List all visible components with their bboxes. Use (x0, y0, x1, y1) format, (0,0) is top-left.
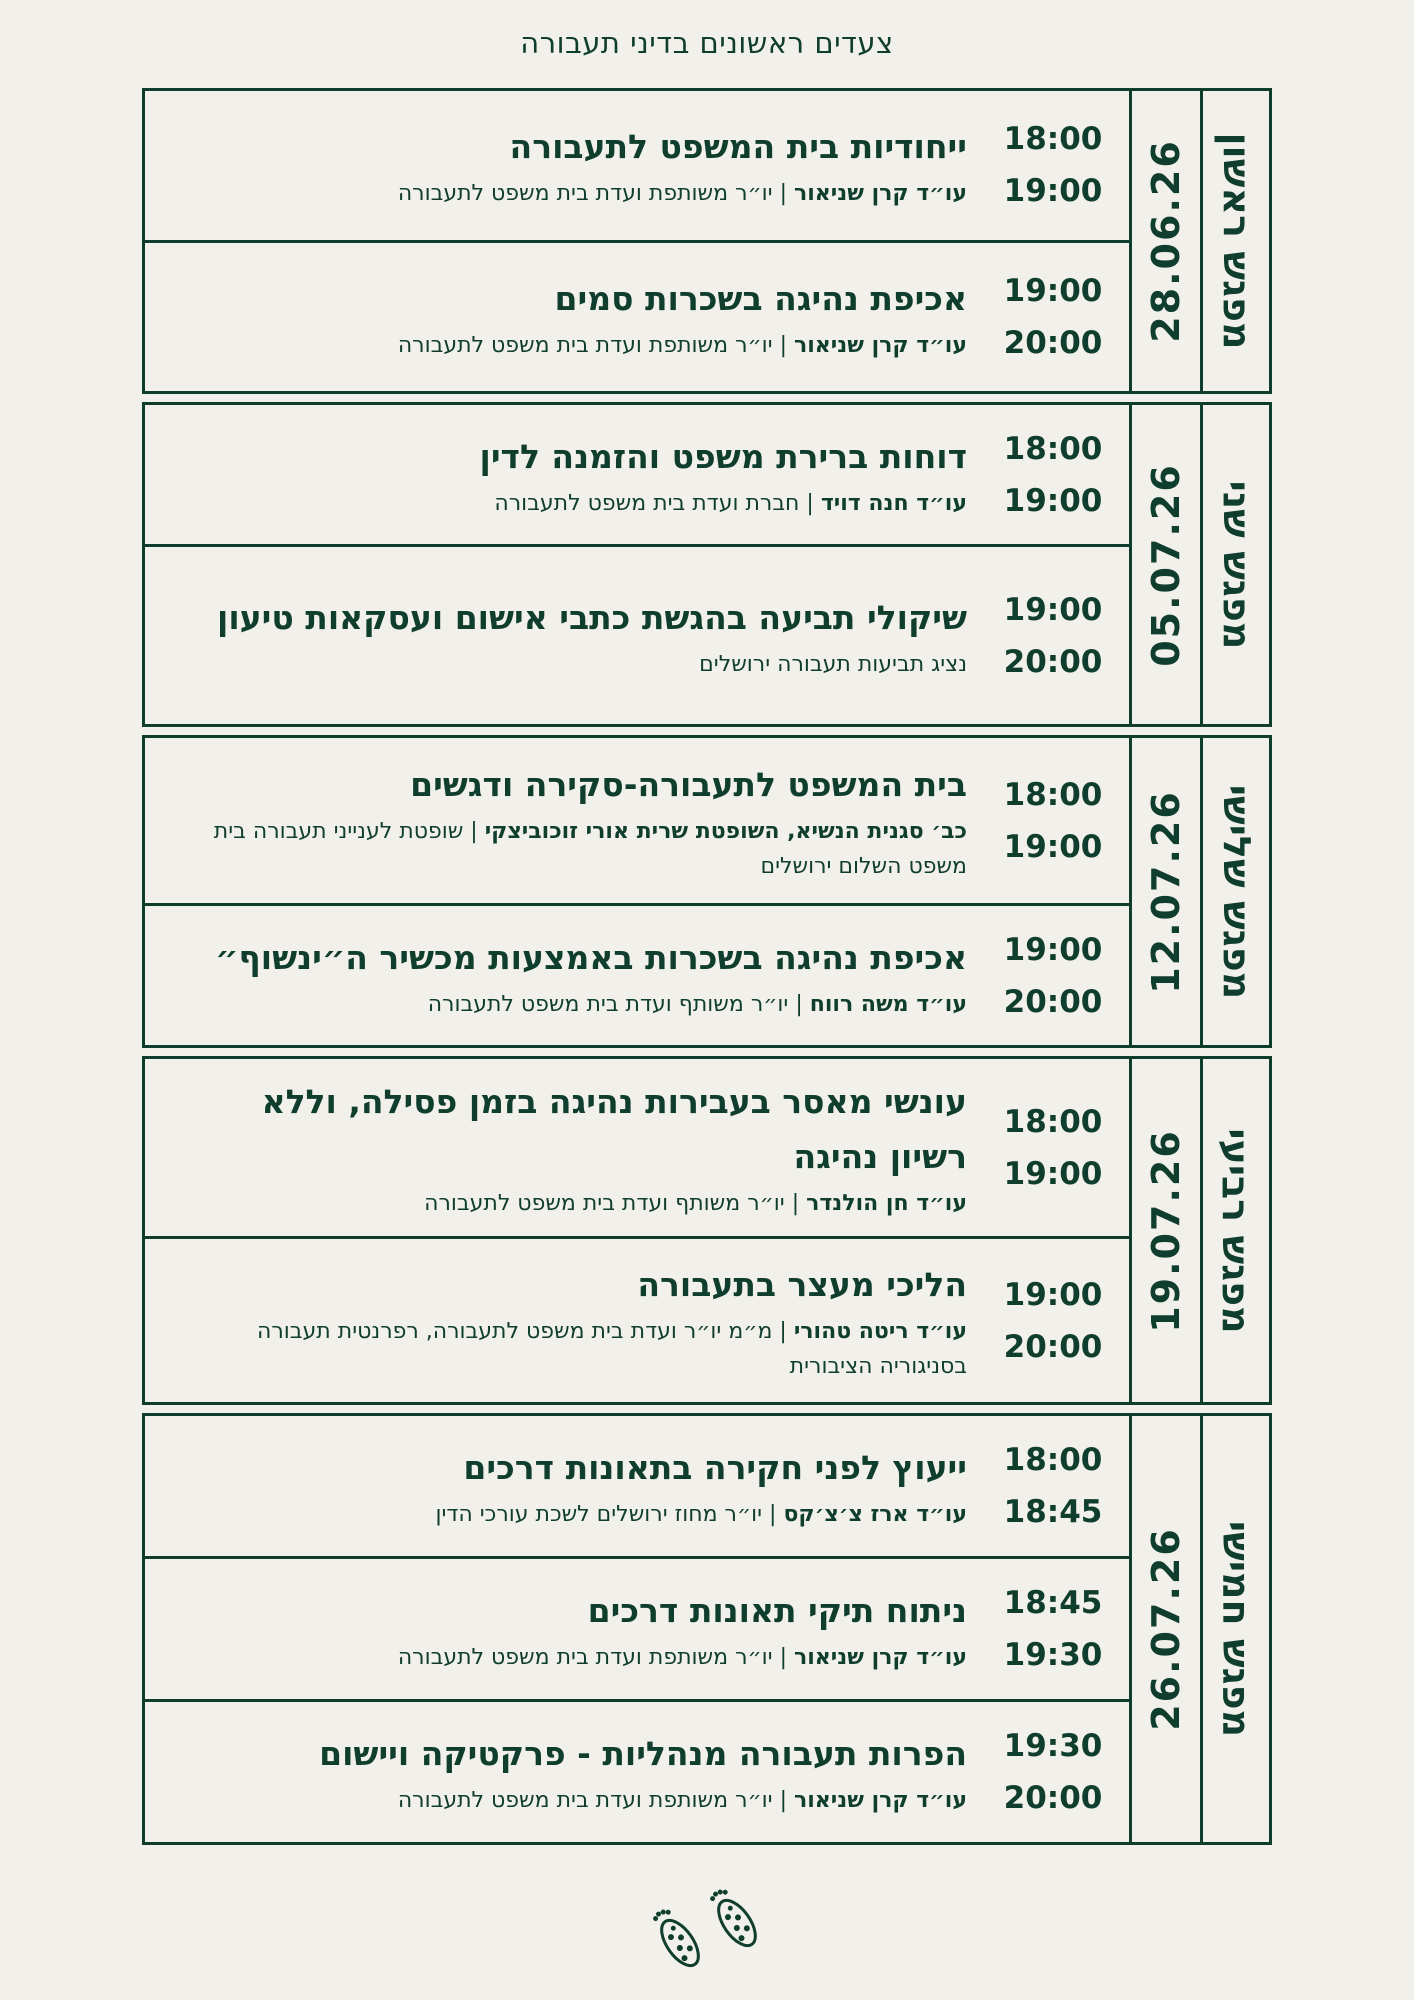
start-time: 18:00 (1003, 430, 1103, 467)
start-time: 18:00 (1003, 1442, 1103, 1478)
session-date: 05.07.26 (1144, 462, 1189, 667)
end-time: 19:00 (1003, 482, 1103, 519)
talk-content (145, 1074, 987, 1221)
talk-times (987, 1434, 1129, 1538)
talk-meta (175, 647, 967, 682)
start-time: 19:00 (1003, 272, 1103, 309)
talk-times (987, 1720, 1129, 1824)
session-date-column (1129, 738, 1203, 1045)
talk-meta (175, 176, 967, 211)
speaker-name: עו״ד ארז צ׳צ׳קס (783, 1502, 967, 1527)
session-label-column (1203, 405, 1269, 724)
speaker-name: עו״ד חנה דויד (820, 490, 967, 516)
start-time: 18:00 (1003, 121, 1103, 158)
talk-meta (175, 486, 967, 521)
speaker-role: נציג תביעות תעבורה ירושלים (699, 651, 967, 677)
talk-times (987, 769, 1129, 873)
talk-meta (175, 987, 967, 1022)
talk-times (987, 265, 1129, 369)
talk-row (145, 547, 1129, 724)
talk-meta (175, 1640, 967, 1675)
talk-title: אכיפת נהיגה בשכרות סמים (554, 278, 967, 318)
session-4 (142, 1056, 1272, 1405)
session-date: 26.07.26 (1144, 1527, 1189, 1731)
session-label-column (1203, 1416, 1269, 1842)
session-label-column (1203, 1059, 1269, 1402)
talk-title: ייחודיות בית המשפט לתעבורה (509, 127, 967, 167)
talk-times (987, 113, 1129, 217)
talk-content (145, 590, 987, 682)
start-time: 18:00 (1003, 776, 1103, 813)
end-time: 20:00 (1003, 324, 1103, 361)
talk-row (145, 906, 1129, 1045)
speaker-role: | יו״ר משותף ועדת בית משפט לתעבורה (427, 991, 810, 1017)
speaker-role: | מ״מ יו״ר ועדת בית משפט לתעבורה, רפרנטית תעבורה בסניגוריה הציבורית (257, 1319, 967, 1379)
talk-times (987, 1269, 1129, 1373)
speaker-name: עו״ד ריטה טהורי (793, 1319, 967, 1344)
session-talks (145, 1416, 1129, 1842)
talk-times (987, 924, 1129, 1028)
speaker-role: | יו״ר מחוז ירושלים לשכת עורכי הדין (435, 1502, 784, 1527)
session-date: 19.07.26 (1144, 1128, 1189, 1333)
session-label: מפגש חמישי (1214, 1520, 1258, 1738)
talk-row (145, 243, 1129, 392)
session-date-column (1129, 91, 1203, 391)
talk-row (145, 1239, 1129, 1402)
talk-row (145, 1559, 1129, 1702)
talk-title: שיקולי תביעה בהגשת כתבי אישום ועסקאות טיעון (217, 597, 967, 637)
session-date-column (1129, 405, 1203, 724)
speaker-role: | יו״ר משותפת ועדת בית משפט לתעבורה (397, 1788, 794, 1813)
talk-title: הפרות תעבורה מנהליות - פרקטיקה ויישום (319, 1734, 967, 1773)
speaker-name: כב׳ סגנית הנשיא, השופטת שרית אורי זוכוביצקי (484, 819, 967, 844)
talk-content (145, 757, 987, 884)
session-label: מפגש שני (1214, 480, 1258, 649)
talk-title: הליכי מעצר בתעבורה (637, 1265, 967, 1304)
session-label-column (1203, 91, 1269, 391)
speaker-name: עו״ד קרן שניאור (793, 1645, 967, 1670)
talk-row (145, 1702, 1129, 1842)
end-time: 20:00 (1003, 1328, 1103, 1365)
start-time: 19:30 (1003, 1728, 1103, 1764)
talk-title: ייעוץ לפני חקירה בתאונות דרכים (463, 1448, 967, 1487)
talk-meta (175, 328, 967, 363)
talk-meta (175, 1314, 967, 1384)
end-time: 19:30 (1003, 1637, 1103, 1673)
talk-content (145, 930, 987, 1022)
session-2 (142, 402, 1272, 727)
speaker-role: | חברת ועדת בית משפט לתעבורה (494, 490, 821, 516)
session-label: מפגש שלישי (1214, 784, 1259, 999)
start-time: 19:00 (1003, 591, 1103, 628)
talk-content (145, 271, 987, 363)
talk-title: דוחות ברירת משפט והזמנה לדין (479, 436, 967, 476)
end-time: 20:00 (1003, 643, 1103, 680)
speaker-name: עו״ד משה רווח (809, 991, 967, 1017)
footprints-logo-icon (640, 1868, 780, 1978)
end-time: 19:00 (1003, 828, 1103, 865)
talk-times (987, 1577, 1129, 1681)
page-title: צעדים ראשונים בדיני תעבורה (520, 26, 894, 60)
talk-row (145, 1059, 1129, 1239)
talk-times (987, 423, 1129, 527)
session-talks (145, 738, 1129, 1045)
talk-title: ניתוח תיקי תאונות דרכים (587, 1591, 967, 1630)
speaker-name: עו״ד קרן שניאור (793, 332, 967, 358)
speaker-role: | יו״ר משותפת ועדת בית משפט לתעבורה (397, 1645, 794, 1670)
talk-content (145, 1583, 987, 1675)
talk-title: אכיפת נהיגה בשכרות באמצעות מכשיר ה״ינשוף״ (215, 937, 967, 977)
session-date: 12.07.26 (1144, 789, 1189, 994)
talk-times (987, 1096, 1129, 1200)
session-1 (142, 88, 1272, 394)
start-time: 18:45 (1003, 1585, 1103, 1621)
session-date: 28.06.26 (1144, 139, 1189, 343)
speaker-role: | יו״ר משותף ועדת בית משפט לתעבורה (424, 1191, 807, 1216)
end-time: 20:00 (1003, 983, 1103, 1020)
session-label-column (1203, 738, 1269, 1045)
session-label: מפגש רביעי (1214, 1127, 1259, 1334)
talk-meta (175, 1497, 967, 1532)
talk-content (145, 1257, 987, 1384)
session-5 (142, 1413, 1272, 1845)
start-time: 18:00 (1003, 1103, 1103, 1140)
talk-meta (175, 814, 967, 884)
speaker-role: | יו״ר משותפת ועדת בית משפט לתעבורה (397, 332, 794, 358)
end-time: 18:45 (1003, 1494, 1103, 1530)
end-time: 19:00 (1003, 173, 1103, 210)
talk-title: בית המשפט לתעבורה-סקירה ודגשים (410, 765, 967, 804)
talk-meta (175, 1783, 967, 1818)
talk-row (145, 405, 1129, 547)
speaker-name: עו״ד קרן שניאור (793, 181, 967, 207)
session-3 (142, 735, 1272, 1048)
talk-row (145, 1416, 1129, 1559)
session-talks (145, 405, 1129, 724)
session-talks (145, 1059, 1129, 1402)
talk-content (145, 119, 987, 211)
talk-content (145, 1440, 987, 1532)
talk-content (145, 429, 987, 521)
talk-title: עונשי מאסר בעבירות נהיגה בזמן פסילה, וללא רשיון נהיגה (261, 1082, 967, 1176)
talk-meta (175, 1186, 967, 1221)
session-date-column (1129, 1416, 1203, 1842)
speaker-name: עו״ד קרן שניאור (793, 1788, 967, 1813)
talk-times (987, 584, 1129, 688)
speaker-role: | יו״ר משותפת ועדת בית משפט לתעבורה (397, 181, 794, 207)
session-label: מפגש ראשון (1214, 132, 1258, 350)
session-talks (145, 91, 1129, 391)
session-date-column (1129, 1059, 1203, 1402)
talk-row (145, 738, 1129, 906)
end-time: 19:00 (1003, 1155, 1103, 1192)
speaker-role: | שופטת לענייני תעבורה בית משפט השלום ירושלים (213, 819, 967, 879)
start-time: 19:00 (1003, 931, 1103, 968)
end-time: 20:00 (1003, 1780, 1103, 1816)
start-time: 19:00 (1003, 1276, 1103, 1313)
talk-row (145, 91, 1129, 243)
speaker-name: עו״ד חן הולנדר (806, 1191, 967, 1216)
talk-content (145, 1726, 987, 1818)
